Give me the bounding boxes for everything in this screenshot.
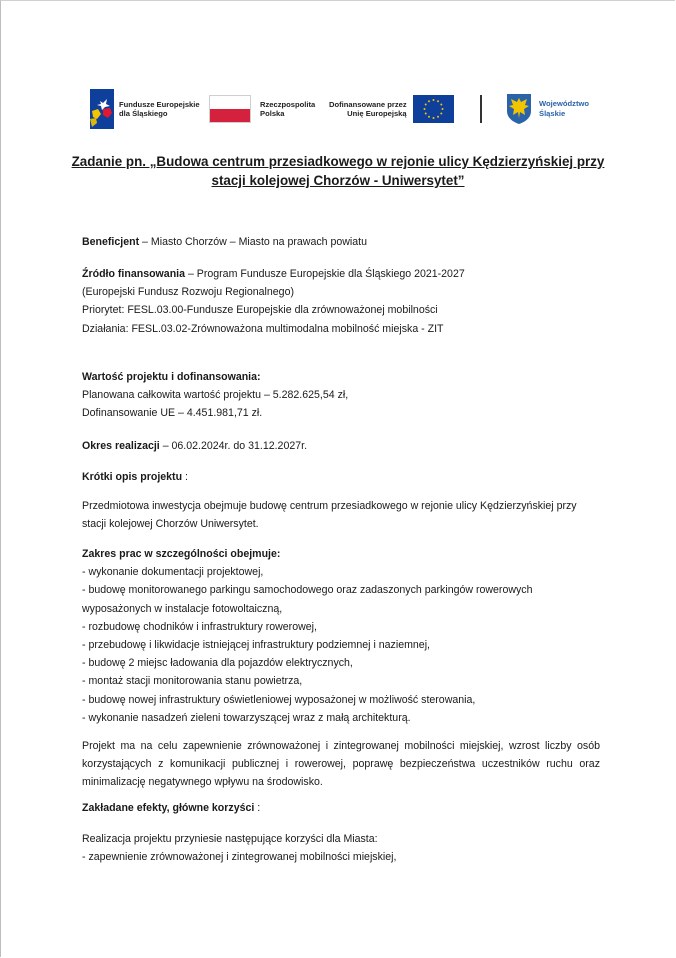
eu-logo-text: [329, 100, 407, 118]
funding-section: [82, 265, 600, 338]
value-total: Planowana całkowita wartość projektu – 5.282.625,54 zł,: [82, 389, 349, 402]
silesia-crest-icon: [506, 93, 532, 125]
logo-rzeczpospolita-polska: [209, 95, 315, 123]
funding-priority: Priorytet: FESL.03.00-Fundusze Europejskie dla zrównoważonej mobilności: [82, 304, 438, 317]
fundusze-europejskie-icon: [90, 89, 114, 129]
sl-line1: Województwo: [539, 99, 590, 108]
beneficiary-label: Beneficjent: [82, 236, 140, 248]
goal-text: Projekt ma na celu zapewnienie zrównoważonej i zintegrowanej mobilności miejskiej, wzrost liczby osób korzystających z komunikacji publicznej i rowerowej, poprawę bezpieczeństwa uczestników ruchu oraz minimalizację negatywnego wpływu na środowisko.: [82, 740, 600, 789]
logo-unia-europejska: [329, 95, 454, 123]
description-section: [82, 468, 600, 486]
polish-flag-icon: [209, 95, 251, 123]
eu-line1: Dofinansowane przez: [329, 100, 407, 109]
description-text: Przedmiotowa inwestycja obejmuje budowę centrum przesiadkowego w rejonie ulicy Kędzierzyńskiej przy stacji kolejowej Chorzów Uniwersytet.: [82, 500, 577, 531]
scope-item: - rozbudowę chodników i infrastruktury rowerowej,: [82, 620, 317, 633]
document-title: [70, 152, 606, 190]
scope-item: - wykonanie nasadzeń zieleni towarzyszącej wraz z małą architekturą.: [82, 711, 411, 724]
sl-line2: Śląskie: [539, 109, 566, 118]
effects-body: [82, 830, 600, 866]
scope-item: - wykonanie dokumentacji projektowej,: [82, 566, 264, 579]
effects-label: Zakładane efekty, główne korzyści: [82, 802, 255, 814]
funding-fund: (Europejski Fundusz Rozwoju Regionalnego): [82, 286, 294, 299]
fe-logo-text: [119, 100, 200, 118]
scope-label: Zakres prac w szczególności obejmuje:: [82, 548, 281, 560]
fe-line1: Fundusze Europejskie: [119, 100, 200, 109]
value-eu-cofinancing: Dofinansowanie UE – 4.451.981,71 zł.: [82, 407, 263, 420]
scope-section: [82, 545, 600, 727]
sl-logo-text: [539, 99, 589, 119]
logo-wojewodztwo-slaskie: [506, 93, 589, 125]
funding-program: – Program Fundusze Europejskie dla Śląskiego 2021-2027: [185, 268, 465, 280]
beneficiary-value: – Miasto Chorzów – Miasto na prawach powiatu: [139, 236, 367, 248]
scope-item: - budowę monitorowanego parkingu samochodowego oraz zadaszonych parkingów rowerowych wyposażonych w instalacje fotowoltaiczną,: [82, 584, 533, 615]
period-section: [82, 437, 600, 455]
title-line2: stacji kolejowej Chorzów - Uniwersytet”: [211, 173, 465, 188]
value-section: [82, 368, 600, 423]
effects-section: [82, 799, 600, 817]
goal-section: [82, 737, 600, 792]
value-label: Wartość projektu i dofinansowania:: [82, 371, 261, 383]
effects-intro: Realizacja projektu przyniesie następujące korzyści dla Miasta:: [82, 833, 378, 845]
funding-label: Źródło finansowania: [82, 268, 185, 280]
logo-bar: [0, 89, 676, 131]
rp-line2: Polska: [260, 109, 285, 118]
logo-divider: [480, 95, 482, 123]
eu-flag-icon: [413, 95, 454, 123]
effects-label-suffix: :: [254, 802, 261, 814]
beneficiary-section: [82, 233, 600, 251]
period-value: – 06.02.2024r. do 31.12.2027r.: [159, 440, 308, 452]
effects-item: - zapewnienie zrównoważonej i zintegrowanej mobilności miejskiej,: [82, 851, 397, 864]
period-label: Okres realizacji: [82, 440, 160, 452]
fe-line2: dla Śląskiego: [119, 109, 168, 118]
description-label-suffix: :: [182, 471, 188, 483]
scope-item: - przebudowę i likwidacje istniejącej infrastruktury podziemnej i naziemnej,: [82, 639, 430, 652]
eu-line2: Unię Europejską: [347, 109, 407, 118]
scope-item: - budowę nowej infrastruktury oświetleniowej wyposażonej w możliwość sterowania,: [82, 693, 476, 706]
logo-fundusze-europejskie: [90, 89, 200, 129]
title-line1: Zadanie pn. „Budowa centrum przesiadkowego w rejonie ulicy Kędzierzyńskiej przy: [71, 154, 605, 169]
funding-action: Działania: FESL.03.02-Zrównoważona multimodalna mobilność miejska - ZIT: [82, 322, 444, 335]
rp-logo-text: [260, 100, 315, 118]
scope-item: - budowę 2 miejsc ładowania dla pojazdów elektrycznych,: [82, 657, 353, 670]
description-body: [82, 497, 600, 533]
rp-line1: Rzeczpospolita: [260, 100, 316, 109]
description-label: Krótki opis projektu: [82, 471, 183, 483]
scope-item: - montaż stacji monitorowania stanu powietrza,: [82, 675, 303, 688]
